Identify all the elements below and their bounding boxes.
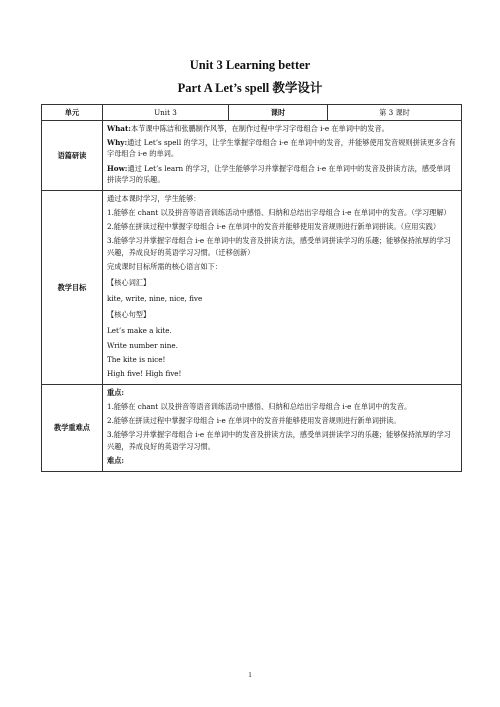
goals-intro: 通过本课时学习，学生能够：	[107, 193, 201, 203]
key-points-content	[103, 384, 462, 471]
analysis-row	[42, 121, 462, 191]
sentence-item: The kite is nice!	[107, 354, 166, 364]
goals-row	[42, 190, 462, 384]
goals-label: 教学目标	[42, 190, 103, 384]
lesson-plan-table	[41, 104, 462, 472]
document-subtitle: Part A Let’s spell 教学设计	[177, 81, 323, 95]
key-item: 2.能够在拼读过程中掌握字母组合 i-e 在单词中的发音并能够使用发音规则进行新单词拼读。	[107, 416, 401, 426]
analysis-label: 语篇研读	[42, 121, 103, 191]
key-points-label: 教学重难点	[42, 384, 103, 471]
key-item: 3.能够学习并掌握字母组合 i-e 在单词中的发音及拼读方法，感受单词拼读学习的乐趣；能够保持浓厚的学习兴趣，养成良好的英语学习习惯。	[107, 430, 451, 451]
how-paragraph	[107, 163, 457, 185]
sentence-label: 【核心句型】	[107, 310, 151, 320]
goal-item: 2.能够在拼读过程中掌握字母组合 i-e 在单词中的发音并能够使用发音规则进行新单词拼读。（应用实践）	[107, 222, 441, 232]
core-language-intro: 完成课时目标所需的核心语言如下：	[107, 261, 223, 271]
key-label: 重点:	[107, 387, 125, 397]
lesson-value: 第 3 课时	[328, 105, 462, 121]
why-text: 通过 Let’s spell 的学习，让学生掌握字母组合 i-e 在单词中的发音，并能够使用发音规则拼读更多含有字母组合 i-e 的单词。	[107, 138, 456, 159]
how-label: How:	[107, 163, 128, 173]
page-number: 1	[248, 671, 252, 679]
lesson-label: 课时	[229, 105, 328, 121]
difficult-label: 难点:	[107, 455, 125, 465]
vocab-list: kite, write, nine, nice, five	[107, 294, 203, 304]
why-label: Why:	[107, 138, 128, 148]
sentence-item: Write number nine.	[107, 340, 178, 350]
header-row	[42, 105, 462, 121]
sentence-item: High five! High five!	[107, 368, 182, 378]
unit-value: Unit 3	[103, 105, 229, 121]
unit-label: 单元	[42, 105, 103, 121]
sentence-item: Let’s make a kite.	[107, 326, 172, 336]
document-title: Unit 3 Learning better	[189, 58, 311, 72]
what-label: What:	[107, 124, 131, 134]
key-item: 1.能够在 chant 以及拼音等语音训练活动中感悟、归纳和总结出字母组合 i-e 在单词中的发音。	[107, 402, 412, 412]
how-text: 通过 Let’s learn 的学习，让学生能够学习并掌握字母组合 i-e 在单词中的发音及拼读方法，感受单词拼读学习的乐趣。	[107, 163, 451, 184]
key-points-row	[42, 384, 462, 471]
what-paragraph	[107, 123, 457, 134]
analysis-content	[103, 121, 462, 191]
why-paragraph	[107, 137, 457, 159]
what-text: 本节课中陈洁和张鹏制作风筝，在制作过程中学习字母组合 i-e 在单词中的发音。	[130, 124, 389, 134]
goals-content	[103, 190, 462, 384]
vocab-label: 【核心词汇】	[107, 277, 151, 287]
goal-item: 3.能够学习并掌握字母组合 i-e 在单词中的发音及拼读方法，感受单词拼读学习的乐趣；能够保持浓厚的学习兴趣，养成良好的英语学习习惯。（迁移创新）	[107, 236, 451, 257]
goal-item: 1.能够在 chant 以及拼音等语音训练活动中感悟、归纳和总结出字母组合 i-e 在单词中的发音。（学习理解）	[107, 208, 451, 218]
